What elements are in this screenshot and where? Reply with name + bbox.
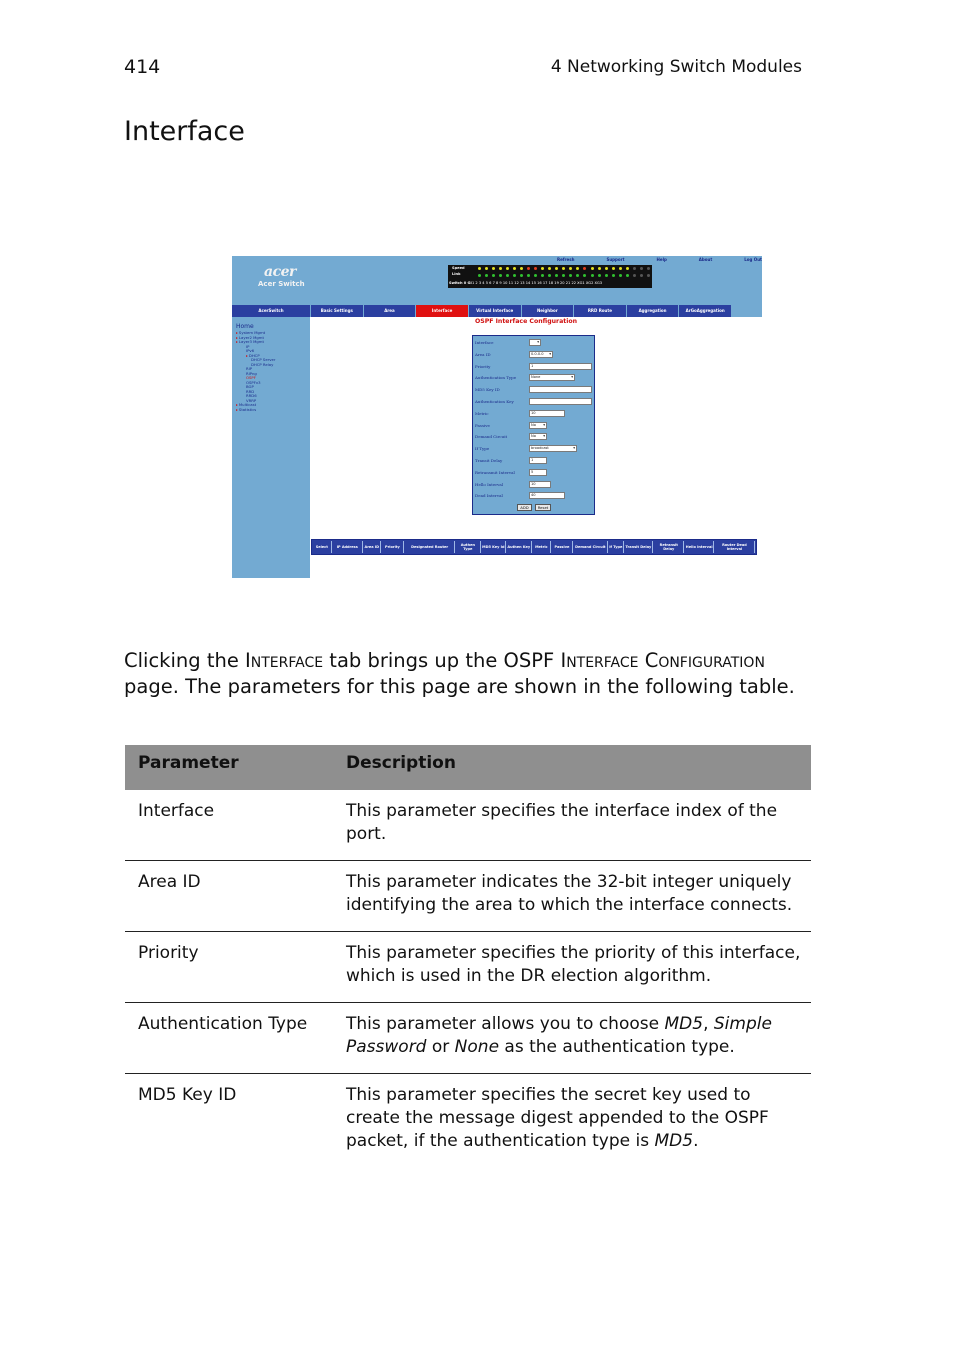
form-label: Hello Interval: [475, 481, 504, 487]
port-led: [591, 267, 594, 270]
chevron-down-icon: ▾: [549, 351, 551, 356]
form-row: [473, 491, 594, 501]
port-led: [506, 274, 509, 277]
intro-text-1: Clicking the: [124, 649, 246, 672]
port-led: [478, 274, 481, 277]
tab-neighbor[interactable]: Neighbor: [522, 305, 574, 317]
port-led: [492, 274, 495, 277]
intro-text-3: page. The parameters for this page are shown in the following table.: [124, 675, 795, 698]
ospf-tab-bar: [311, 305, 731, 317]
port-led: [513, 267, 516, 270]
form-row: [473, 409, 594, 419]
port-led: [598, 267, 601, 270]
port-switch-label: Switch 0 Gi: [449, 281, 472, 285]
port-led: [492, 267, 495, 270]
parameter-description: [333, 790, 811, 861]
table-row: [125, 1003, 811, 1074]
parameter-name: MD5 Key ID: [138, 1085, 237, 1105]
form-label: Transit Delay: [475, 458, 503, 463]
form-input[interactable]: 10: [529, 481, 551, 488]
table-column-header: Hello Interval: [685, 541, 713, 553]
parameter-description: [333, 861, 811, 932]
port-led: [633, 274, 636, 277]
form-select[interactable]: No ▾: [531, 422, 545, 427]
tree-item-system-mgmt[interactable]: ▸ System Mgmt: [236, 331, 310, 336]
port-led: [619, 274, 622, 277]
tree-item-dhcp[interactable]: ▸ DHCP: [236, 354, 310, 359]
port-led: [548, 274, 551, 277]
top-link-refresh[interactable]: Refresh: [557, 257, 575, 262]
tab-virtual-interface[interactable]: Virtual Interface: [469, 305, 521, 317]
port-led: [612, 274, 615, 277]
interface-list-table-header: [311, 539, 757, 555]
port-led: [647, 274, 650, 277]
tree-item-layer3-mgmt[interactable]: ▸ Layer3 Mgmt: [236, 340, 310, 345]
tree-item-multicast[interactable]: ▸ Multicast: [236, 403, 310, 408]
port-led: [626, 274, 629, 277]
tree-item-statistics[interactable]: ▸ Statistics: [236, 408, 310, 413]
form-title: OSPF Interface Configuration: [475, 318, 578, 325]
tree-item-dhcp-relay[interactable]: DHCP Relay: [251, 361, 274, 367]
parameter-description: [333, 932, 811, 1003]
description-text: ,: [703, 1014, 714, 1034]
port-led: [478, 267, 481, 270]
sidebar-header: AcerSwitch: [232, 305, 310, 317]
tree-item-rrd[interactable]: RRD: [246, 388, 255, 394]
form-label: Dead Interval: [475, 493, 503, 499]
table-column-header: Router Dead Interval: [715, 541, 755, 553]
form-input[interactable]: 1: [529, 457, 547, 464]
section-title: Interface: [124, 116, 245, 147]
intro-paragraph: [124, 648, 824, 700]
form-select[interactable]: broadcast ▾: [531, 446, 575, 451]
port-led: [485, 274, 488, 277]
interface-screenshot: [232, 256, 762, 578]
add-button[interactable]: ADD: [517, 504, 532, 511]
port-led: [583, 274, 586, 277]
form-input[interactable]: [529, 398, 592, 405]
top-link-support[interactable]: Support: [606, 257, 625, 262]
tab-basic-settings[interactable]: Basic Settings: [311, 305, 363, 317]
form-label: Metric: [475, 410, 489, 416]
port-status-panel: [448, 265, 652, 288]
table-column-header: Metric: [533, 541, 552, 553]
description-emphasis: MD5: [654, 1131, 694, 1151]
port-led: [605, 274, 608, 277]
port-led: [576, 267, 579, 270]
parameter-name: Priority: [125, 932, 333, 1003]
port-led: [541, 267, 544, 270]
form-input[interactable]: 5: [529, 469, 547, 476]
parameter-name: Interface: [125, 790, 333, 861]
description-emphasis: MD5: [664, 1014, 704, 1034]
port-link-label: Link: [452, 272, 461, 276]
port-led: [569, 267, 572, 270]
table-column-header: Demand Circuit: [574, 541, 608, 553]
description-emphasis: None: [454, 1037, 500, 1057]
description-text: as the authentication type.: [499, 1037, 735, 1057]
form-row: [473, 480, 594, 490]
form-label: Passive: [475, 422, 490, 428]
table-row: [125, 790, 811, 861]
form-row: [473, 350, 594, 360]
chevron-down-icon: ▾: [571, 375, 573, 380]
form-label: Area ID: [475, 351, 491, 357]
running-head: 4 Networking Switch Modules: [550, 57, 802, 77]
parameter-table: [125, 745, 811, 1167]
intro-interface-tab-name: Interface: [245, 649, 324, 672]
table-column-header: Select: [313, 541, 332, 553]
link-led-row: [478, 274, 650, 277]
top-link-about[interactable]: About: [698, 257, 713, 262]
form-select[interactable]: [529, 339, 541, 346]
form-label: Authentication Key: [475, 399, 514, 404]
port-led: [626, 267, 629, 270]
port-led: [576, 274, 579, 277]
table-column-header: Authen Type: [456, 541, 480, 553]
port-led: [640, 267, 643, 270]
port-led: [640, 274, 643, 277]
description-text: This parameter allows you to choose: [346, 1014, 665, 1034]
table-header-row: [125, 745, 811, 790]
form-select[interactable]: No ▾: [531, 434, 545, 439]
tree-item-vrrp[interactable]: VRRP: [246, 397, 257, 403]
table-column-header: Transit Delay: [625, 541, 653, 553]
tree-item-layer2-mgmt[interactable]: ▸ Layer2 Mgmt: [236, 336, 310, 341]
port-led: [485, 267, 488, 270]
chevron-down-icon: ▾: [537, 340, 539, 344]
tab-area[interactable]: Area: [364, 305, 416, 317]
top-link-log-out[interactable]: Log Out: [744, 257, 762, 262]
intro-page-name: Interface Configuration: [560, 649, 765, 672]
tree-item-rip[interactable]: RIP: [246, 366, 253, 371]
form-input[interactable]: [529, 386, 592, 393]
tab-argoaggregation[interactable]: ArGoAggregation: [679, 305, 731, 317]
port-led: [583, 267, 586, 270]
form-select[interactable]: None ▾: [531, 375, 573, 380]
port-led: [499, 274, 502, 277]
description-text: This parameter indicates the 32-bit integer uniquely identifying the area to which the interface connects.: [346, 872, 793, 915]
port-led: [605, 267, 608, 270]
form-label: If Type: [475, 446, 490, 452]
chevron-down-icon: ▾: [543, 434, 545, 439]
tree-item-dhcp-server[interactable]: DHCP Server: [251, 357, 276, 362]
table-column-header: Retransit Delay: [654, 541, 684, 553]
chevron-down-icon: ▾: [573, 446, 575, 451]
port-led: [619, 267, 622, 270]
tab-interface[interactable]: Interface: [416, 305, 468, 317]
form-input[interactable]: 10: [529, 410, 565, 417]
form-input[interactable]: 1: [529, 363, 592, 370]
port-led: [598, 274, 601, 277]
form-label: Authentication Type: [475, 375, 517, 381]
description-text: This parameter specifies the interface index of the port.: [346, 801, 778, 844]
form-select[interactable]: 0.0.0.0 ▾: [531, 351, 551, 356]
form-label: Demand Circuit: [475, 434, 508, 440]
form-row: [473, 373, 594, 383]
parameter-description: [333, 1003, 811, 1074]
ospf-interface-form: [472, 335, 595, 515]
form-row: [473, 456, 594, 466]
tree-item-ospf[interactable]: OSPF: [246, 375, 256, 380]
form-label: Interface: [475, 340, 494, 345]
intro-text-2: tab brings up the OSPF: [323, 649, 561, 672]
form-input[interactable]: 40: [529, 492, 565, 499]
port-led: [534, 267, 537, 270]
port-led: [647, 267, 650, 270]
parameter-description: [333, 1074, 811, 1168]
description-emphasis: Simple Password: [346, 1014, 772, 1057]
tree-home-link[interactable]: Home: [236, 323, 254, 330]
port-led: [555, 267, 558, 270]
port-led: [506, 267, 509, 270]
parameter-column-header: Parameter: [125, 745, 333, 790]
port-led: [541, 274, 544, 277]
form-row: [473, 432, 594, 442]
table-column-header: Designated Router: [405, 541, 455, 553]
form-row: [473, 468, 594, 478]
table-column-header: If Type: [609, 541, 624, 553]
port-led: [569, 274, 572, 277]
product-name: Acer Switch: [258, 280, 305, 288]
chevron-down-icon: ▾: [543, 422, 545, 427]
table-column-header: MD5 Key Id: [482, 541, 506, 553]
reset-button[interactable]: Reset: [535, 504, 551, 511]
form-row: [473, 338, 594, 348]
port-led: [555, 274, 558, 277]
table-row: [125, 861, 811, 932]
top-link-help[interactable]: Help: [656, 257, 667, 262]
form-label: Retransmit Interval: [475, 469, 515, 475]
port-led: [499, 267, 502, 270]
port-led: [527, 267, 530, 270]
table-column-header: Priority: [382, 541, 405, 553]
port-led: [591, 274, 594, 277]
port-led: [633, 267, 636, 270]
parameter-name: Authentication Type: [125, 1003, 333, 1074]
top-links: [557, 257, 762, 265]
form-label: Priority: [475, 363, 491, 369]
tree-item-ospfv3[interactable]: OSPFv3: [246, 379, 261, 385]
tree-item-ip[interactable]: IP: [246, 343, 250, 349]
port-led: [513, 274, 516, 277]
description-text: .: [693, 1131, 699, 1151]
form-row: [473, 362, 594, 372]
form-row: [473, 421, 594, 431]
form-row: [473, 397, 594, 407]
port-led: [548, 267, 551, 270]
table-row: [125, 932, 811, 1003]
table-column-header: IP Address: [333, 541, 363, 553]
table-column-header: Area ID: [364, 541, 381, 553]
port-led: [527, 274, 530, 277]
port-led: [562, 267, 565, 270]
form-row: [473, 444, 594, 454]
port-led: [562, 274, 565, 277]
port-speed-label: Speed: [452, 266, 465, 270]
description-text: This parameter specifies the priority of this interface, which is used in the DR election algorithm.: [346, 943, 801, 986]
tab-aggregation[interactable]: Aggregation: [627, 305, 679, 317]
tree-item-rrd6[interactable]: RRD6: [246, 393, 257, 398]
table-row: [125, 1074, 811, 1168]
port-led: [520, 267, 523, 270]
nav-tree: [232, 317, 310, 578]
port-led: [534, 274, 537, 277]
tab-rrd-route[interactable]: RRD Route: [574, 305, 626, 317]
tree-item-ipv6[interactable]: IPv6: [246, 348, 255, 353]
description-text: This parameter specifies the secret key used to create the message digest appended to the OSPF packet, if the authentication type is: [346, 1085, 769, 1151]
acer-logo: acer: [264, 264, 296, 280]
tree-item-bgp[interactable]: BGP: [246, 384, 254, 389]
port-led: [612, 267, 615, 270]
port-numbers: 1 2 3 4 5 6 7 8 9 10 11 12 13 14 15 16 17 18 19 20 21 22 XG1 XG2 XG3: [472, 281, 603, 285]
description-text: or: [426, 1037, 455, 1057]
table-column-header: Authen Key: [507, 541, 531, 553]
form-row: [473, 385, 594, 395]
form-label: MD5 Key ID: [475, 387, 500, 393]
speed-led-row: [478, 267, 650, 270]
table-column-header: Passive: [552, 541, 573, 553]
page-number: 414: [124, 56, 161, 78]
description-column-header: Description: [333, 745, 811, 790]
parameter-name: Area ID: [125, 861, 333, 932]
port-led: [520, 274, 523, 277]
tree-item-ripng[interactable]: RIPng: [246, 370, 257, 376]
